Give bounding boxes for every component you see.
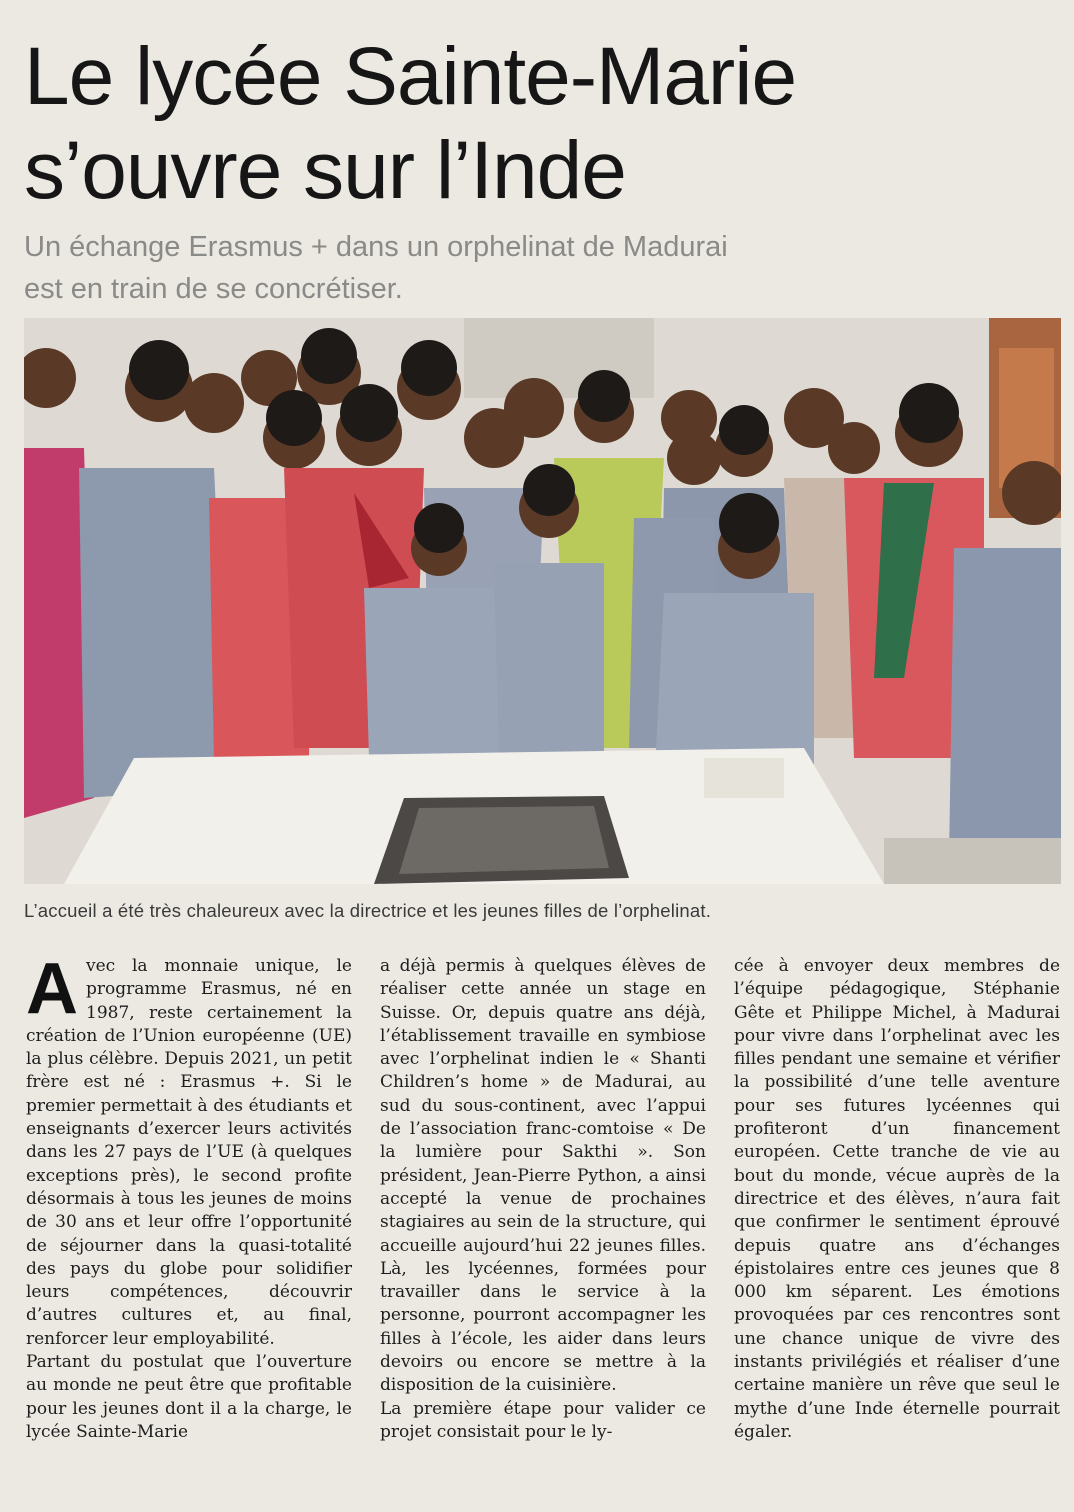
- group-photo: [24, 318, 1061, 884]
- group-photo-illustration: [24, 318, 1061, 884]
- article-paragraph: Partant du postulat que l’ouverture au monde ne peut être que profitable pour les jeunes dont il a la charge, le lycée Sainte-Marie: [26, 1352, 352, 1442]
- photo-caption: L’accueil a été très chaleureux avec la directrice et les jeunes filles de l’orphelinat.: [24, 900, 712, 921]
- article-column-2: [380, 955, 706, 1500]
- headline-line-2: s’ouvre sur l’Inde: [24, 125, 626, 216]
- headline-line-1: Le lycée Sainte-Marie: [24, 31, 797, 122]
- article-paragraph: a déjà permis à quelques élèves de réaliser cette année un stage en Suisse. Or, depuis quatre ans déjà, l’établissement travaille en symbiose avec l’orphelinat indien le « Shanti Children’s home » de Madurai, au sud du sous-continent, avec l’appui de l’association franc-comtoise « De la lumière pour Sakthi ». Son président, Jean-Pierre Python, a ainsi accepté la venue de prochaines stagiaires au sein de la structure, qui accueille aujourd’hui 22 jeunes filles. Là, les lycéennes, formées pour travailler dans le service à la personne, pourront accompagner les filles à l’école, les aider dans leurs devoirs ou encore se mettre à la disposition de la cuisinière.: [380, 956, 706, 1396]
- article-paragraph: La première étape pour valider ce projet consistait pour le ly-: [380, 1398, 706, 1442]
- subhead-line-2: est en train de se concrétiser.: [24, 273, 403, 305]
- article-body: [26, 949, 1060, 1500]
- subhead-line-1: Un échange Erasmus + dans un orphelinat de Madurai: [24, 231, 728, 263]
- article-paragraph: cée à envoyer deux membres de l’équipe pédagogique, Stéphanie Gête et Philippe Michel, à Madurai pour vivre dans l’orphelinat avec les filles pendant une semaine et vérifier la possibilité d’une telle aventure pour ses futures lycéennes qui profiteront d’un financement européen. Cette tranche de vie au bout du monde, vécue auprès de la directrice et des élèves, n’aura fait que confirmer le sentiment éprouvé depuis quatre ans d’échanges épistolaires entre ces jeunes que 8 000 km séparent. Les émotions provoquées par ces rencontres sont une chance unique de vivre des instants privilégiés et réaliser d’une certaine manière un rêve que seul le mythe d’une Inde éternelle pourrait égaler.: [734, 956, 1060, 1442]
- article-column-1: [26, 949, 352, 1500]
- paragraph-text: vec la monnaie unique, le programme Erasmus, né en 1987, reste certainement la création de l’Union européenne (UE) la plus célèbre. Depuis 2021, un petit frère est né : Erasmus +. Si le premier permettait à des étudiants et enseignants d’exercer leurs activités dans les 27 pays de l’UE (à quelques exceptions près), le second profite désormais à tous les jeunes de moins de 30 ans et leur offre l’opportunité de séjourner dans la quasi-totalité des pays du globe pour solidifier leurs compétences, découvrir d’autres cultures et, au final, renforcer leur employabilité.: [26, 956, 352, 1349]
- article-column-3: [734, 955, 1060, 1500]
- article-paragraph: [26, 949, 352, 1351]
- drop-cap: A: [26, 949, 78, 1029]
- article-subheadline: [24, 226, 1054, 310]
- article-headline: [24, 30, 1054, 218]
